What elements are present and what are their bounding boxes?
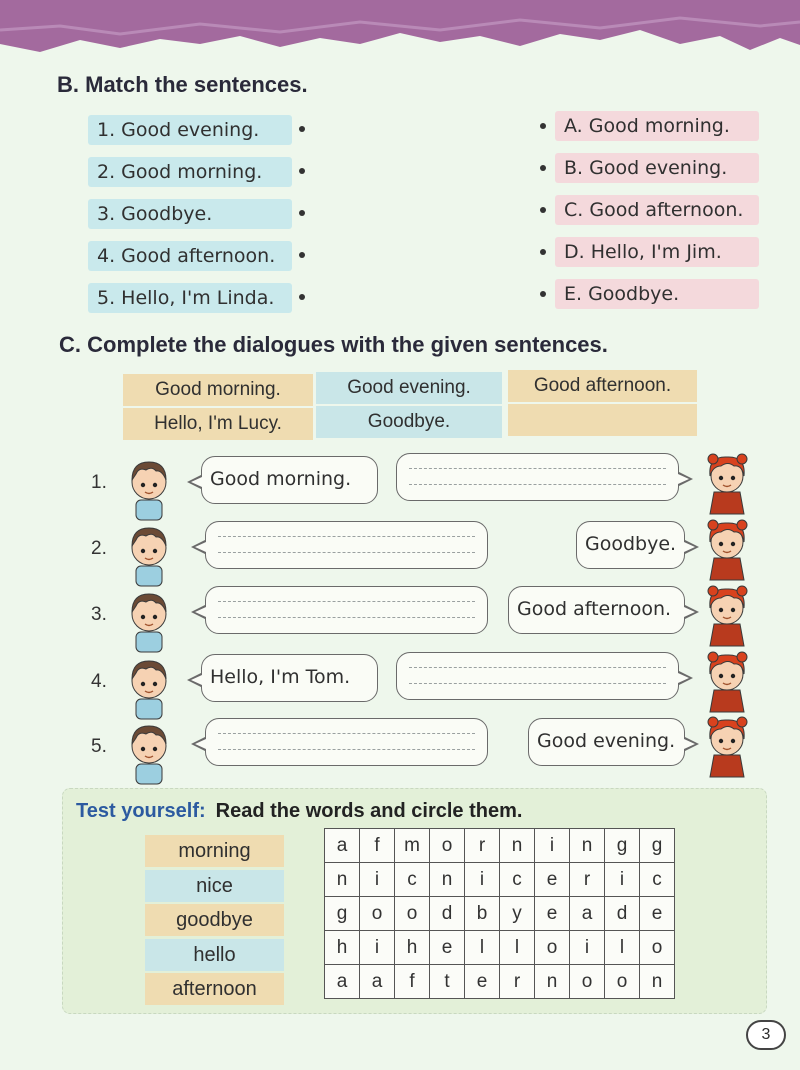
match-right-item: E. Goodbye.: [555, 279, 759, 309]
given-sentence: Good afternoon.: [508, 370, 697, 402]
grid-row: [325, 965, 675, 999]
grid-letter-cell[interactable]: o: [395, 897, 430, 931]
grid-letter-cell[interactable]: c: [500, 863, 535, 897]
grid-letter-cell[interactable]: c: [395, 863, 430, 897]
boy-speech-bubble: Hello, I'm Tom.: [201, 654, 378, 702]
grid-letter-cell[interactable]: n: [325, 863, 360, 897]
word-item: hello: [145, 939, 284, 971]
grid-letter-cell[interactable]: r: [465, 829, 500, 863]
boy-avatar: [126, 588, 172, 654]
boy-avatar: [126, 655, 172, 721]
section-b-title: B. Match the sentences.: [57, 72, 308, 97]
boy-avatar: [126, 456, 172, 522]
grid-letter-cell[interactable]: o: [640, 931, 675, 965]
girl-avatar: [704, 713, 750, 779]
given-sentence: Good evening.: [316, 372, 502, 404]
grid-letter-cell[interactable]: n: [640, 965, 675, 999]
grid-letter-cell[interactable]: n: [570, 829, 605, 863]
grid-letter-cell[interactable]: o: [570, 965, 605, 999]
word-item: afternoon: [145, 973, 284, 1005]
grid-letter-cell[interactable]: e: [535, 863, 570, 897]
grid-letter-cell[interactable]: e: [465, 965, 500, 999]
grid-letter-cell[interactable]: e: [640, 897, 675, 931]
grid-letter-cell[interactable]: l: [465, 931, 500, 965]
grid-letter-cell[interactable]: m: [395, 829, 430, 863]
grid-row: [325, 863, 675, 897]
match-left-item: 5. Hello, I'm Linda.: [88, 283, 292, 313]
answer-blank-bubble[interactable]: [205, 718, 488, 766]
given-sentence: Hello, I'm Lucy.: [123, 408, 313, 440]
grid-letter-cell[interactable]: e: [535, 897, 570, 931]
page-number: 3: [746, 1020, 786, 1050]
header-banner: [0, 0, 800, 70]
word-item: nice: [145, 870, 284, 902]
grid-letter-cell[interactable]: b: [465, 897, 500, 931]
match-dot-left[interactable]: [299, 294, 305, 300]
match-dot-left[interactable]: [299, 210, 305, 216]
dialogue-number: 4.: [91, 671, 107, 692]
grid-letter-cell[interactable]: i: [535, 829, 570, 863]
match-dot-right[interactable]: [540, 249, 546, 255]
match-dot-right[interactable]: [540, 291, 546, 297]
grid-row: [325, 829, 675, 863]
grid-letter-cell[interactable]: h: [395, 931, 430, 965]
match-dot-left[interactable]: [299, 168, 305, 174]
grid-letter-cell[interactable]: f: [360, 829, 395, 863]
boy-speech-bubble: Good morning.: [201, 456, 378, 504]
match-left-item: 4. Good afternoon.: [88, 241, 292, 271]
match-dot-left[interactable]: [299, 252, 305, 258]
grid-row: [325, 931, 675, 965]
answer-blank-bubble[interactable]: [396, 652, 679, 700]
match-right-item: D. Hello, I'm Jim.: [555, 237, 759, 267]
grid-letter-cell[interactable]: i: [570, 931, 605, 965]
grid-letter-cell[interactable]: h: [325, 931, 360, 965]
grid-letter-cell[interactable]: o: [605, 965, 640, 999]
match-dot-right[interactable]: [540, 123, 546, 129]
grid-letter-cell[interactable]: a: [360, 965, 395, 999]
given-sentence: Good morning.: [123, 374, 313, 406]
grid-letter-cell[interactable]: y: [500, 897, 535, 931]
match-left-item: 2. Good morning.: [88, 157, 292, 187]
dialogue-number: 5.: [91, 736, 107, 757]
grid-letter-cell[interactable]: i: [605, 863, 640, 897]
grid-letter-cell[interactable]: a: [570, 897, 605, 931]
test-instruction: Read the words and circle them.: [215, 800, 523, 822]
match-right-item: B. Good evening.: [555, 153, 759, 183]
match-left-item: 1. Good evening.: [88, 115, 292, 145]
grid-letter-cell[interactable]: r: [570, 863, 605, 897]
grid-letter-cell[interactable]: i: [360, 863, 395, 897]
grid-letter-cell[interactable]: l: [605, 931, 640, 965]
word-item: morning: [145, 835, 284, 867]
match-right-item: A. Good morning.: [555, 111, 759, 141]
grid-letter-cell[interactable]: d: [430, 897, 465, 931]
grid-letter-cell[interactable]: c: [640, 863, 675, 897]
match-right-item: C. Good afternoon.: [555, 195, 759, 225]
match-dot-left[interactable]: [299, 126, 305, 132]
dialogue-number: 3.: [91, 604, 107, 625]
girl-speech-bubble: Good evening.: [528, 718, 685, 766]
girl-speech-bubble: Goodbye.: [576, 521, 685, 569]
grid-letter-cell[interactable]: r: [500, 965, 535, 999]
boy-avatar: [126, 720, 172, 786]
word-item: goodbye: [145, 904, 284, 936]
grid-letter-cell[interactable]: d: [605, 897, 640, 931]
test-label: Test yourself:: [76, 800, 206, 822]
dialogue-number: 1.: [91, 472, 107, 493]
test-yourself-heading: [76, 800, 522, 823]
grid-letter-cell[interactable]: l: [500, 931, 535, 965]
grid-letter-cell[interactable]: o: [535, 931, 570, 965]
answer-blank-bubble[interactable]: [396, 453, 679, 501]
given-sentence: Goodbye.: [316, 406, 502, 438]
grid-letter-cell[interactable]: g: [325, 897, 360, 931]
boy-avatar: [126, 522, 172, 588]
grid-letter-cell[interactable]: t: [430, 965, 465, 999]
grid-letter-cell[interactable]: a: [325, 829, 360, 863]
grid-letter-cell[interactable]: g: [640, 829, 675, 863]
grid-letter-cell[interactable]: n: [430, 863, 465, 897]
grid-letter-cell[interactable]: o: [430, 829, 465, 863]
grid-letter-cell[interactable]: e: [430, 931, 465, 965]
answer-blank-bubble[interactable]: [205, 586, 488, 634]
girl-avatar: [704, 516, 750, 582]
grid-letter-cell[interactable]: f: [395, 965, 430, 999]
grid-letter-cell[interactable]: i: [360, 931, 395, 965]
section-c-title: C. Complete the dialogues with the given sentences.: [59, 332, 608, 357]
answer-blank-bubble[interactable]: [205, 521, 488, 569]
word-search-grid: [324, 828, 675, 999]
match-left-item: 3. Goodbye.: [88, 199, 292, 229]
dialogue-number: 2.: [91, 538, 107, 559]
grid-letter-cell[interactable]: i: [465, 863, 500, 897]
grid-letter-cell[interactable]: g: [605, 829, 640, 863]
match-dot-right[interactable]: [540, 165, 546, 171]
grid-row: [325, 897, 675, 931]
grid-letter-cell[interactable]: o: [360, 897, 395, 931]
given-sentence-empty: [508, 404, 697, 436]
grid-letter-cell[interactable]: a: [325, 965, 360, 999]
girl-avatar: [704, 450, 750, 516]
grid-letter-cell[interactable]: n: [500, 829, 535, 863]
match-dot-right[interactable]: [540, 207, 546, 213]
girl-speech-bubble: Good afternoon.: [508, 586, 685, 634]
grid-letter-cell[interactable]: n: [535, 965, 570, 999]
girl-avatar: [704, 648, 750, 714]
girl-avatar: [704, 582, 750, 648]
